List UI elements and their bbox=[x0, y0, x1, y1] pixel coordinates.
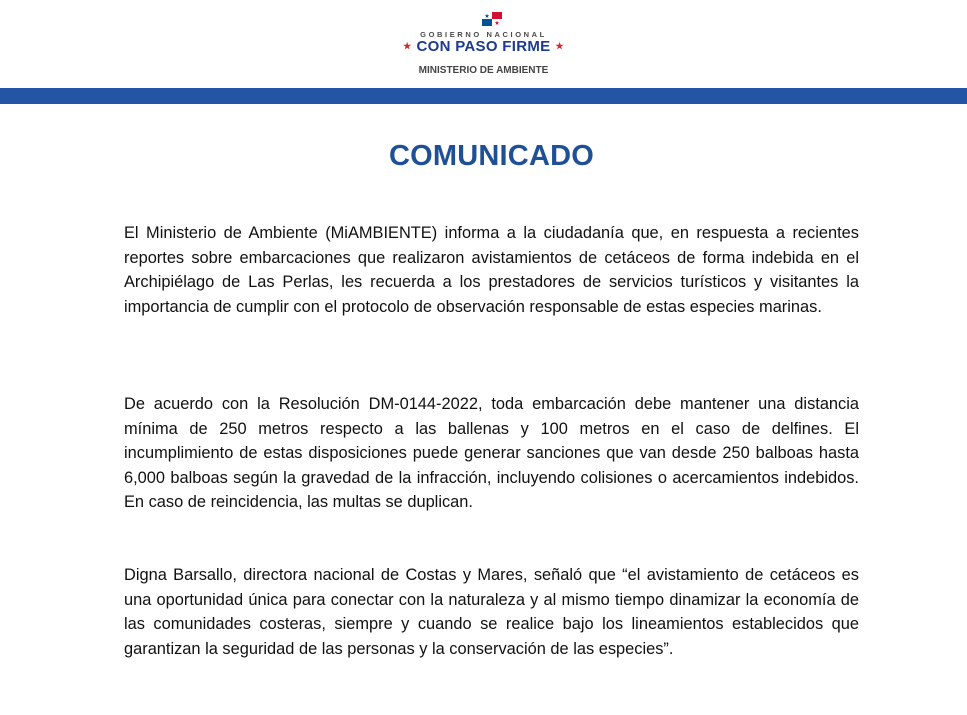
star-icon: ★ bbox=[555, 41, 564, 51]
star-icon: ★ bbox=[403, 41, 412, 51]
page-header bbox=[0, 0, 967, 88]
slogan-text: CON PASO FIRME bbox=[416, 38, 551, 55]
paragraph-3: Digna Barsallo, directora nacional de Costas y Mares, señaló que “el avistamiento de cetáceos es una oportunidad única para conectar con la naturaleza y al mismo tiempo dinamizar la economía de las comunidades costeras, siempre y cuando se realice bajo los lineamientos establecidos que garantizan la seguridad de las personas y la conservación de las especies”. bbox=[124, 566, 859, 658]
ministry-name: MINISTERIO DE AMBIENTE bbox=[418, 65, 549, 76]
panama-flag-icon bbox=[482, 12, 502, 26]
paragraph-2: De acuerdo con la Resolución DM-0144-2022, toda embarcación debe mantener una distancia mínima de 250 metros respecto a las ballenas y 100 metros en el caso de delfines. El incumplimiento de estas disposiciones puede generar sanciones que van desde 250 balboas hasta 6,000 balboas según la gravedad de la infracción, incluyendo colisiones o acercamientos indebidos. En caso de reincidencia, las multas se duplican. bbox=[124, 395, 859, 511]
paragraph-1: El Ministerio de Ambiente (MiAMBIENTE) informa a la ciudadanía que, en respuesta a recientes reportes sobre embarcaciones que realizaron avistamientos de cetáceos de forma indebida en el Archipiélago de Las Perlas, les recuerda a los prestadores de servicios turísticos y visitantes la importancia de cumplir con el protocolo de observación responsable de estas especies marinas. bbox=[124, 224, 859, 316]
government-label: GOBIERNO NACIONAL bbox=[420, 30, 547, 39]
slogan bbox=[0, 38, 967, 55]
header-divider-bar bbox=[0, 88, 967, 104]
page-title: COMUNICADO bbox=[389, 140, 594, 172]
